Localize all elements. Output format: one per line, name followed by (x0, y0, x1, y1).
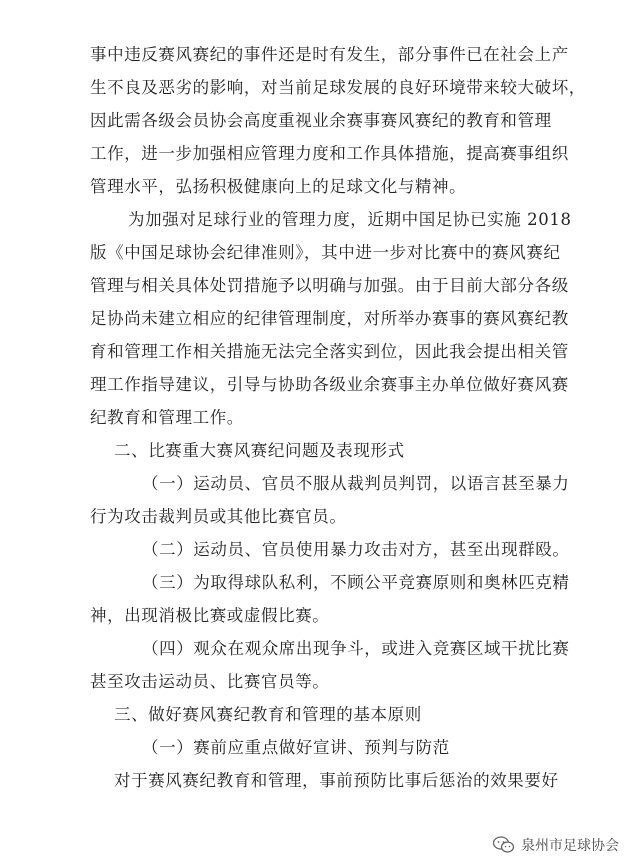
text-line: 工作，进一步加强相应管理力度和工作具体措施，提高赛事组织 (90, 144, 569, 163)
text-line: （二）运动员、官员使用暴力攻击对方，甚至出现群殴。 (142, 540, 570, 559)
text-line: 理工作指导建议，引导与协助各级业余赛事主办单位做好赛风赛 (90, 375, 569, 394)
text-line: （一）运动员、官员不服从裁判员判罚，以语言甚至暴力 (142, 474, 570, 493)
section-heading: 三、做好赛风赛纪教育和管理的基本原则 (114, 705, 422, 724)
text-line: 为加强对足球行业的管理力度，近期中国足协已实施 2018 (128, 210, 572, 229)
section-heading: 二、比赛重大赛风赛纪问题及表现形式 (114, 441, 405, 460)
watermark-text: 泉州市足球协会 (521, 838, 619, 854)
text-line: 神，出现消极比赛或虚假比赛。 (90, 606, 330, 625)
text-line: 足协尚未建立相应的纪律管理制度，对所举办赛事的赛风赛纪教 (90, 309, 569, 328)
text-line: 因此需各级会员协会高度重视业余赛事赛风赛纪的教育和管理 (90, 111, 552, 130)
subsection-heading: （一）赛前应重点做好宣讲、预判与防范 (142, 738, 450, 757)
text-line: 育和管理工作相关措施无法完全落实到位，因此我会提出相关管 (90, 342, 569, 361)
text-line: （三）为取得球队私利，不顾公平竞赛原则和奥林匹克精 (142, 573, 570, 592)
text-line: （四）观众在观众席出现争斗，或进入竞赛区域干扰比赛 (142, 639, 570, 658)
watermark (493, 835, 619, 855)
text-line: 纪教育和管理工作。 (90, 408, 244, 427)
text-line: 对于赛风赛纪教育和管理，事前预防比事后惩治的效果要好 (114, 771, 559, 790)
text-line: 行为攻击裁判员或其他比赛官员。 (90, 507, 347, 526)
wechat-icon (493, 836, 515, 854)
text-line: 生不良及恶劣的影响，对当前足球发展的良好环境带来较大破坏， (90, 78, 586, 97)
text-line: 事中违反赛风赛纪的事件还是时有发生，部分事件已在社会上产 (90, 45, 569, 64)
text-line: 甚至攻击运动员、比赛官员等。 (90, 672, 330, 691)
text-line: 管理与相关具体处罚措施予以明确与加强。由于目前大部分各级 (90, 276, 569, 295)
text-line: 管理水平，弘扬积极健康向上的足球文化与精神。 (90, 177, 467, 196)
text-line: 版《中国足球协会纪律准则》，其中进一步对比赛中的赛风赛纪 (90, 243, 561, 262)
